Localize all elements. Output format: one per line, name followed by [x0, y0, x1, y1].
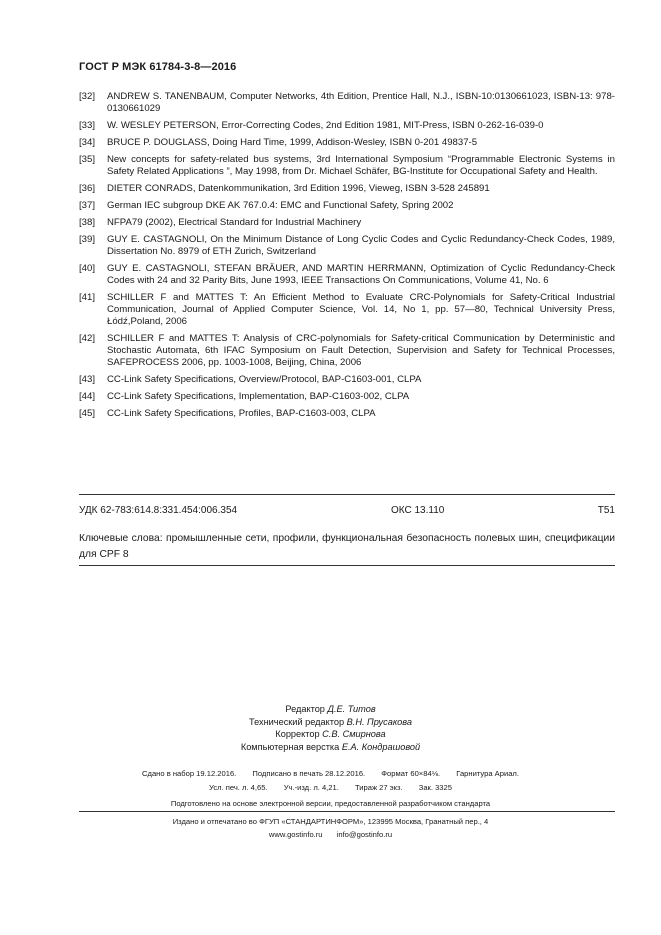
prepared-note: Подготовлено на основе электронной версии, предоставленной разработчиком стандарта [170, 799, 491, 808]
submitted-date: Сдано в набор 19.12.2016. [142, 769, 237, 778]
reference-number: [43] [79, 374, 96, 385]
reference-text: CC-Link Safety Specifications, Profiles, BAP-C1603-003, CLPA [107, 408, 376, 419]
document-header: ГОСТ Р МЭК 61784-3-8—2016 [79, 61, 237, 73]
reference-item [79, 292, 615, 328]
reference-text: New concepts for safety-related bus systems, 3rd International Symposium “Programmable Electronic Systems in Safety Related Applications ”, May 1998, from Dr. Michael Schäfer, BG-Institute for Occupational Safety and Health. [107, 154, 615, 177]
reference-number: [41] [79, 292, 96, 303]
oks-code: ОКС 13.110 [391, 505, 445, 516]
reference-number: [38] [79, 217, 96, 228]
reference-text: GUY E. CASTAGNOLI, On the Minimum Distance of Long Cyclic Codes and Cyclic Redundancy-Check Codes, 1989, Dissertation No. 8979 of ETH Zurich, Switzerland [107, 234, 615, 257]
typeface: Гарнитура Ариал. [456, 769, 519, 778]
order-number: Зак. 3325 [418, 783, 452, 792]
bibliography-list [79, 91, 615, 425]
reference-number: [34] [79, 137, 96, 148]
reference-text: CC-Link Safety Specifications, Overview/Protocol, BAP-C1603-001, CLPA [107, 374, 422, 385]
credit-line [0, 716, 661, 729]
credit-name: С.В. Смирнова [322, 729, 386, 739]
reference-item [79, 234, 615, 258]
reference-item [79, 137, 615, 149]
reference-text: SCHILLER F and MATTES T: An Efficient Method to Evaluate CRC-Polynomials for Safety-Critical Industrial Communication, Journal of Applied Computer Science, Vol. 14, No 1, pp. 57—80, Technical University Press, Łódź,Poland, 2006 [107, 292, 615, 327]
divider-middle [79, 565, 615, 566]
reference-text: BRUCE P. DOUGLASS, Doing Hard Time, 1999, Addison-Wesley, ISBN 0-201 49837-5 [107, 137, 478, 148]
reference-text: ANDREW S. TANENBAUM, Computer Networks, 4th Edition, Prentice Hall, N.J., ISBN-10:0130661023, ISBN-13: 978-0130661029 [107, 91, 615, 114]
credit-role: Компьютерная верстка [240, 741, 340, 752]
credit-line [0, 741, 661, 754]
reference-number: [40] [79, 263, 96, 274]
reference-text: NFPA79 (2002), Electrical Standard for Industrial Machinery [107, 217, 362, 228]
print-sheets: Усл. печ. л. 4,65. [209, 783, 268, 792]
reference-item [79, 333, 615, 369]
reference-text: GUY E. CASTAGNOLI, STEFAN BRÄUER, AND MARTIN HERRMANN, Optimization of Cyclic Redundancy-Check Codes with 24 and 32 Parity Bits, June 1993, IEEE Transactions On Communications, Volume 41, No. 6 [107, 263, 615, 286]
group-code: T51 [597, 505, 615, 516]
reference-item [79, 263, 615, 287]
reference-item [79, 374, 615, 386]
credit-name: В.Н. Прусакова [346, 716, 412, 727]
reference-item [79, 91, 615, 115]
print-details-line-2 [0, 783, 661, 792]
reference-number: [33] [79, 120, 96, 131]
reference-number: [35] [79, 154, 96, 165]
credit-role: Корректор [275, 729, 320, 739]
reference-item [79, 408, 615, 420]
reference-number: [32] [79, 91, 96, 102]
editorial-credits [0, 703, 661, 753]
signed-date: Подписано в печать 28.12.2016. [252, 769, 366, 778]
credit-line [0, 728, 661, 741]
print-details-line-1 [0, 769, 661, 778]
reference-item [79, 154, 615, 178]
reference-text: SCHILLER F and MATTES T: Analysis of CRC-polynomials for Safety-critical Communication by Deterministic and Stochastic Automata, 6th IFAC Symposium on Fault Detection, Supervision and Safety for Technical Processes, SAFEPROCESS 2006, pp. 1003-1008, Beijing, China, 2006 [107, 333, 615, 368]
divider-bottom [79, 811, 615, 812]
reference-text: W. WESLEY PETERSON, Error-Correcting Codes, 2nd Edition 1981, MIT-Press, ISBN 0-262-16-039-0 [107, 120, 544, 131]
reference-item [79, 217, 615, 229]
udk-code: УДК 62-783:614.8:331.454:006.354 [79, 505, 238, 516]
website-link[interactable]: www.gostinfo.ru [268, 830, 323, 839]
publisher-contacts [0, 830, 661, 839]
reference-text: CC-Link Safety Specifications, Implementation, BAP-C1603-002, CLPA [107, 391, 410, 402]
reference-number: [44] [79, 391, 96, 402]
credit-role: Редактор [285, 704, 325, 714]
reference-text: DIETER CONRADS, Datenkommunikation, 3rd Edition 1996, Vieweg, ISBN 3-528 245891 [107, 183, 490, 194]
reference-number: [36] [79, 183, 96, 194]
publisher-info: Издано и отпечатано во ФГУП «СТАНДАРТИНФОРМ», 123995 Москва, Гранатный пер., 4 [172, 817, 489, 826]
credit-name: Д.Е. Титов [327, 704, 376, 714]
reference-item [79, 200, 615, 212]
credit-name: Е.А. Кондрашовой [341, 741, 421, 752]
divider-top [79, 494, 615, 495]
credit-line [0, 703, 661, 716]
reference-item [79, 183, 615, 195]
reference-number: [45] [79, 408, 96, 419]
reference-number: [39] [79, 234, 96, 245]
email-link[interactable]: info@gostinfo.ru [336, 830, 393, 839]
paper-format: Формат 60×84⅛. [381, 769, 441, 778]
reference-number: [42] [79, 333, 96, 344]
reference-number: [37] [79, 200, 96, 211]
reference-text: German IEC subgroup DKE AK 767.0.4: EMC and Functional Safety, Spring 2002 [107, 200, 454, 211]
print-run: Тираж 27 экз. [354, 783, 403, 792]
keywords-paragraph: Ключевые слова: промышленные сети, профили, функциональная безопасность полевых шин, спецификации для CPF 8 [79, 533, 615, 560]
reference-item [79, 391, 615, 403]
publication-sheets: Уч.-изд. л. 4,21. [283, 783, 339, 792]
reference-item [79, 120, 615, 132]
credit-role: Технический редактор [249, 716, 345, 727]
